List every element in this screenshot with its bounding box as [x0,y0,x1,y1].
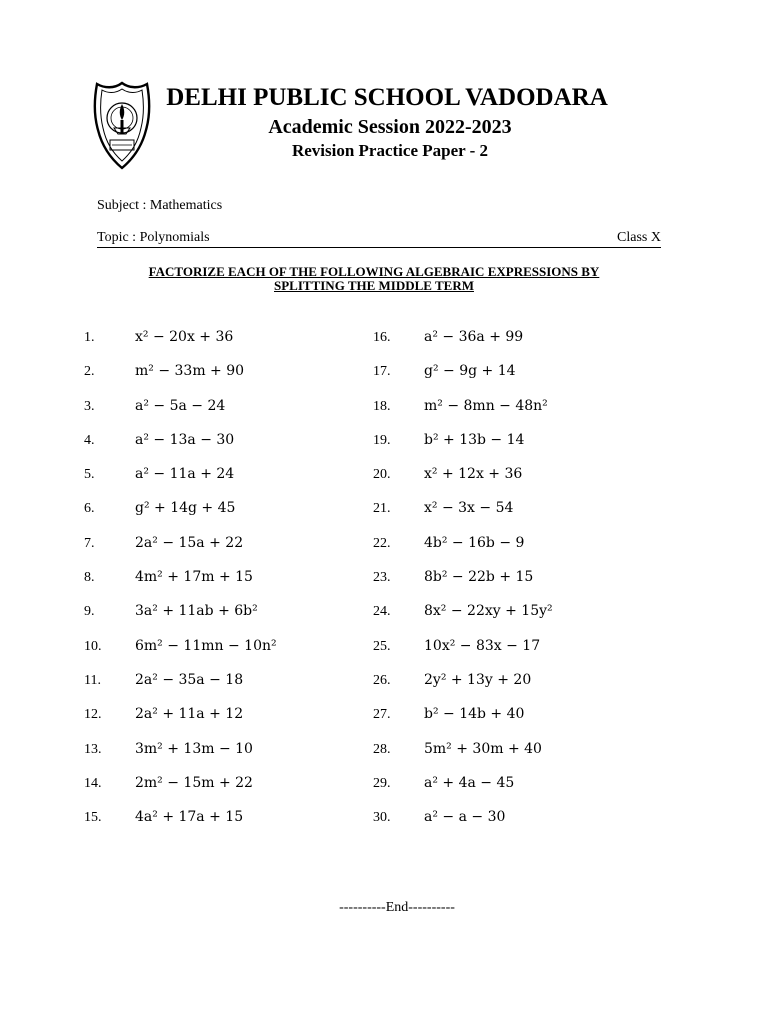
question-item [84,772,364,806]
question-number: 17. [373,364,391,380]
question-item [84,463,364,497]
question-item [373,806,653,840]
instruction-line-1: FACTORIZE EACH OF THE FOLLOWING ALGEBRAIC EXPRESSIONS BY [148,264,600,279]
question-number: 11. [84,672,101,688]
question-number: 21. [373,501,391,517]
question-expression: 8x² − 22xy + 15y² [424,603,553,620]
question-expression: m² − 8mn − 48n² [424,397,548,414]
topic-label: Topic : Polynomials [97,230,210,245]
question-item [84,360,364,394]
question-number: 29. [373,775,391,791]
question-expression: 6m² − 11mn − 10n² [135,637,277,654]
question-item [84,600,364,634]
academic-session: Academic Session 2022-2023 [268,116,512,138]
question-item [84,806,364,840]
topic-row [97,230,661,248]
question-item [373,566,653,600]
question-expression: b² − 14b + 40 [424,706,525,723]
question-expression: 5m² + 30m + 40 [424,740,542,757]
question-item [373,532,653,566]
question-number: 15. [84,810,102,826]
question-item [373,703,653,737]
question-number: 4. [84,432,95,448]
question-expression: 2a² − 15a + 22 [135,534,244,551]
question-number: 6. [84,501,95,517]
question-item [373,429,653,463]
question-expression: 2a² − 35a − 18 [135,671,244,688]
class-label: Class X [617,230,661,245]
question-item [84,738,364,772]
question-expression: g² − 9g + 14 [424,363,516,380]
question-number: 20. [373,467,391,483]
end-marker: ----------End---------- [339,900,455,915]
question-item [84,532,364,566]
question-number: 3. [84,398,95,414]
question-number: 30. [373,810,391,826]
question-expression: 2a² + 11a + 12 [135,706,244,723]
question-number: 2. [84,364,95,380]
question-item [373,738,653,772]
question-expression: g² + 14g + 45 [135,500,236,517]
question-number: 10. [84,638,102,654]
question-expression: m² − 33m + 90 [135,363,245,380]
question-number: 13. [84,741,102,757]
question-number: 23. [373,570,391,586]
question-expression: x² − 3x − 54 [424,500,514,517]
instruction-heading [110,265,638,293]
question-expression: x² + 12x + 36 [424,466,523,483]
question-item [373,772,653,806]
question-item [373,463,653,497]
question-expression: 3m² + 13m − 10 [135,740,253,757]
question-column-left [84,326,364,840]
school-name: DELHI PUBLIC SCHOOL VADODARA [166,84,608,111]
question-expression: b² + 13b − 14 [424,431,525,448]
question-column-right [373,326,653,840]
question-expression: a² − 13a − 30 [135,431,235,448]
question-number: 22. [373,535,391,551]
question-expression: a² + 4a − 45 [424,774,515,791]
question-number: 8. [84,570,95,586]
question-item [84,566,364,600]
question-item [84,635,364,669]
question-item [84,429,364,463]
question-item [373,360,653,394]
question-number: 24. [373,604,391,620]
question-item [84,703,364,737]
question-expression: a² − 11a + 24 [135,466,235,483]
question-expression: 4b² − 16b − 9 [424,534,525,551]
question-expression: 2m² − 15m + 22 [135,774,253,791]
question-expression: a² − 5a − 24 [135,397,226,414]
question-number: 27. [373,707,391,723]
question-number: 7. [84,535,95,551]
question-number: 28. [373,741,391,757]
question-item [373,497,653,531]
question-expression: a² − 36a + 99 [424,329,524,345]
question-item [84,497,364,531]
question-expression: 4m² + 17m + 15 [135,569,253,586]
question-number: 26. [373,672,391,688]
question-number: 12. [84,707,102,723]
question-number: 1. [84,330,95,345]
paper-title: Revision Practice Paper - 2 [291,141,489,160]
question-number: 25. [373,638,391,654]
question-item [373,600,653,634]
question-expression: 2y² + 13y + 20 [424,671,532,688]
question-number: 5. [84,467,95,483]
question-expression: 3a² + 11ab + 6b² [135,603,258,620]
question-item [373,326,653,360]
question-item [373,635,653,669]
question-number: 14. [84,775,102,791]
question-number: 9. [84,604,95,620]
question-expression: 8b² − 22b + 15 [424,569,534,586]
question-number: 18. [373,398,391,414]
instruction-line-2: SPLITTING THE MIDDLE TERM [274,278,474,293]
question-item [84,326,364,360]
question-item [84,395,364,429]
question-expression: x² − 20x + 36 [135,329,234,345]
question-number: 16. [373,330,391,345]
question-expression: 4a² + 17a + 15 [135,809,244,826]
question-number: 19. [373,432,391,448]
subject-label: Subject : Mathematics [97,198,223,213]
question-expression: a² − a − 30 [424,809,506,826]
question-item [84,669,364,703]
question-item [373,395,653,429]
question-expression: 10x² − 83x − 17 [424,637,541,654]
question-item [373,669,653,703]
